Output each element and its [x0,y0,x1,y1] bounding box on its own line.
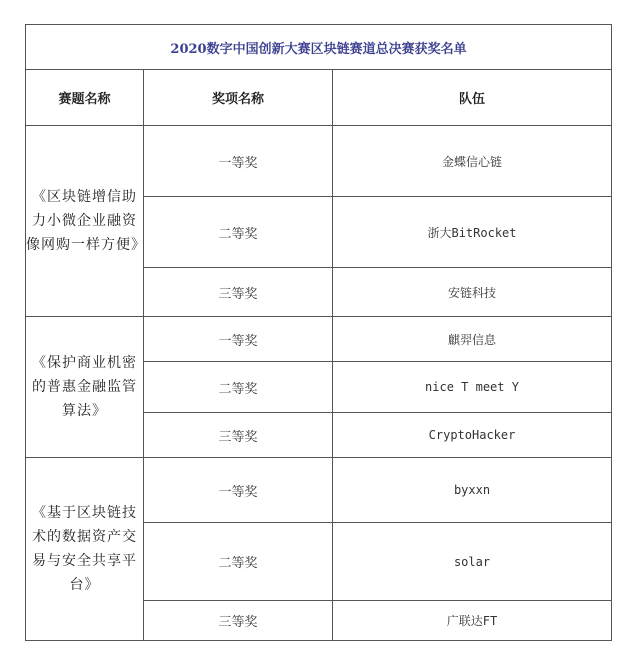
award-cell: 三等奖 [144,268,333,317]
award-cell: 三等奖 [144,413,333,458]
table-row [26,126,612,197]
team-cell: 浙大BitRocket [333,197,612,268]
table-row [26,458,612,523]
awards-table [25,24,612,641]
topic-cell: 《区块链增信助力小微企业融资像网购一样方便》 [26,126,144,317]
award-cell: 三等奖 [144,601,333,641]
team-cell: 安链科技 [333,268,612,317]
table-row [26,317,612,362]
topic-cell: 《保护商业机密的普惠金融监管算法》 [26,317,144,458]
award-cell: 一等奖 [144,458,333,523]
team-cell: nice T meet Y [333,362,612,413]
team-cell: solar [333,523,612,601]
topic-cell: 《基于区块链技术的数据资产交易与安全共享平台》 [26,458,144,641]
header-row [26,70,612,126]
table-title: 2020数字中国创新大赛区块链赛道总决赛获奖名单 [26,25,612,70]
title-row [26,25,612,70]
header-award: 奖项名称 [144,70,333,126]
header-topic: 赛题名称 [26,70,144,126]
team-cell: byxxn [333,458,612,523]
award-cell: 一等奖 [144,126,333,197]
team-cell: 金蝶信心链 [333,126,612,197]
team-cell: 麒羿信息 [333,317,612,362]
award-cell: 二等奖 [144,523,333,601]
award-cell: 二等奖 [144,197,333,268]
award-cell: 二等奖 [144,362,333,413]
header-team: 队伍 [333,70,612,126]
award-cell: 一等奖 [144,317,333,362]
team-cell: 广联达FT [333,601,612,641]
team-cell: CryptoHacker [333,413,612,458]
